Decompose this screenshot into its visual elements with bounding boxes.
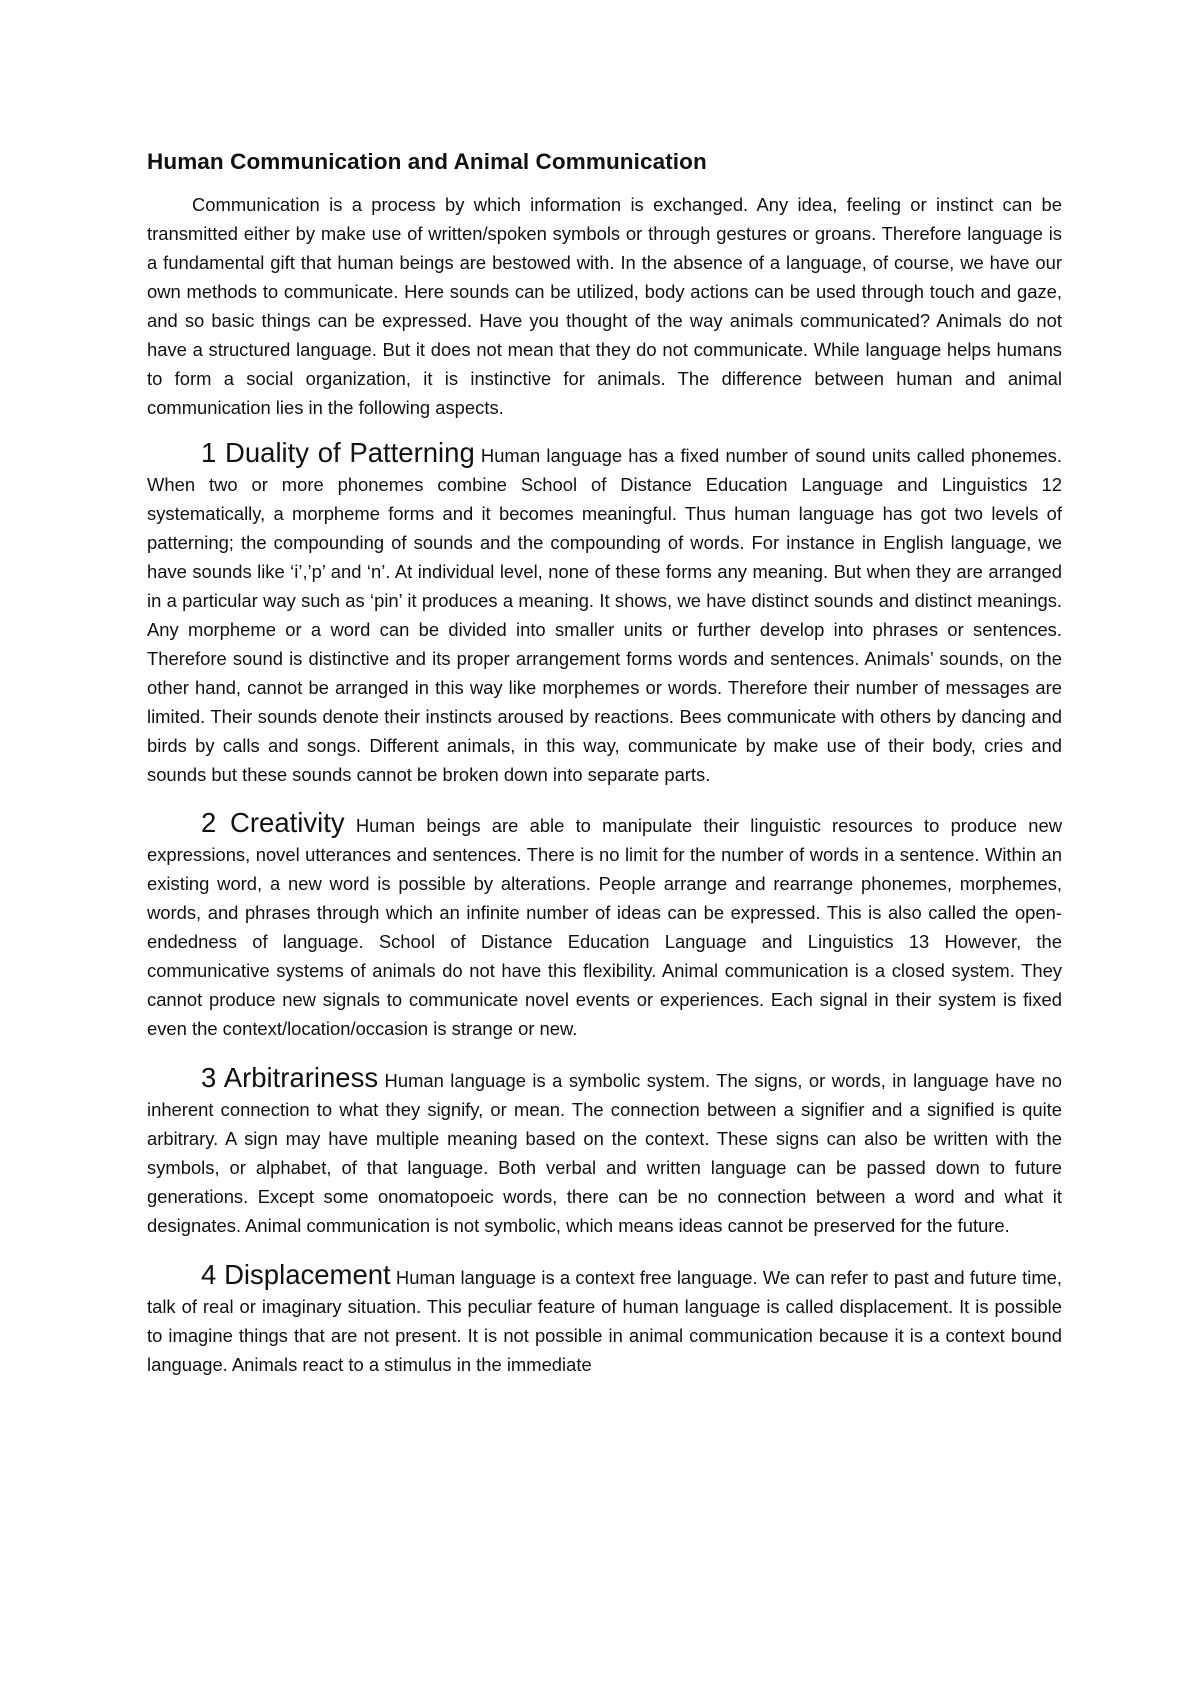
section-body: Human beings are able to manipulate their linguistic resources to produce new expressions, novel utterances and sentences. There is no limit for the number of words in a sentence. Within an existing word, a new word is possible by alterations. People arrange and rearrange phonemes, morphemes, words, and phrases through which an infinite number of ideas can be expressed. This is also called the open-endedness of language. School of Distance Education Language and Linguistics 13 However, the communicative systems of animals do not have this flexibility. Animal communication is a closed system. They cannot produce new signals to communicate novel events or experiences. Each signal in their system is fixed even the context/location/occasion is strange or new. bbox=[147, 815, 1062, 1039]
document-title: Human Communication and Animal Communication bbox=[147, 149, 707, 174]
section-displacement bbox=[147, 1260, 1062, 1379]
intro-paragraph: Communication is a process by which information is exchanged. Any idea, feeling or instinct can be transmitted either by make use of written/spoken symbols or through gestures or groans. Therefore language is a fundamental gift that human beings are bestowed with. In the absence of a language, of course, we have our own methods to communicate. Here sounds can be utilized, body actions can be used through touch and gaze, and so basic things can be expressed. Have you thought of the way animals communicated? Animals do not have a structured language. But it does not mean that they do not communicate. While language helps humans to form a social organization, it is instinctive for animals. The difference between human and animal communication lies in the following aspects. bbox=[147, 194, 1062, 418]
section-heading: 3 Arbitrariness bbox=[201, 1062, 379, 1093]
section-body: Human language has a fixed number of sound units called phonemes. When two or more phonemes combine School of Distance Education Language and Linguistics 12 systematically, a morpheme forms and it becomes meaningful. Thus human language has got two levels of patterning; the compounding of sounds and the compounding of words. For instance in English language, we have sounds like ‘i’,’p’ and ‘n’. At individual level, none of these forms any meaning. But when they are arranged in a particular way such as ‘pin’ it produces a meaning. It shows, we have distinct sounds and distinct meanings. Any morpheme or a word can be divided into smaller units or further develop into phrases or sentences. Therefore sound is distinctive and its proper arrangement forms words and sentences. Animals’ sounds, on the other hand, cannot be arranged in this way like morphemes or words. Therefore their number of messages are limited. Their sounds denote their instincts aroused by reactions. Bees communicate with others by dancing and birds by calls and songs. Different animals, in this way, communicate by make use of their body, cries and sounds but these sounds cannot be broken down into separate parts. bbox=[147, 445, 1062, 785]
section-body: Human language is a context free language. We can refer to past and future time, talk of real or imaginary situation. This peculiar feature of human language is called displacement. It is possible to imagine things that are not present. It is not possible in animal communication because it is a context bound language. Animals react to a stimulus in the immediate bbox=[147, 1267, 1062, 1375]
section-duality-of-patterning bbox=[147, 438, 1062, 789]
section-body: Human language is a symbolic system. The signs, or words, in language have no inherent connection to what they signify, or mean. The connection between a signifier and a signified is quite arbitrary. A sign may have multiple meaning based on the context. These signs can also be written with the symbols, or alphabet, of that language. Both verbal and written language can be passed down to future generations. Except some onomatopoeic words, there can be no connection between a word and what it designates. Animal communication is not symbolic, which means ideas cannot be preserved for the future. bbox=[147, 1070, 1062, 1236]
section-heading: 4 Displacement bbox=[201, 1259, 391, 1290]
section-creativity bbox=[147, 808, 1062, 1043]
section-arbitrariness bbox=[147, 1063, 1062, 1240]
section-heading: 2 Creativity bbox=[201, 807, 345, 838]
document-page bbox=[147, 148, 1062, 1379]
section-heading: 1 Duality of Patterning bbox=[201, 437, 475, 468]
